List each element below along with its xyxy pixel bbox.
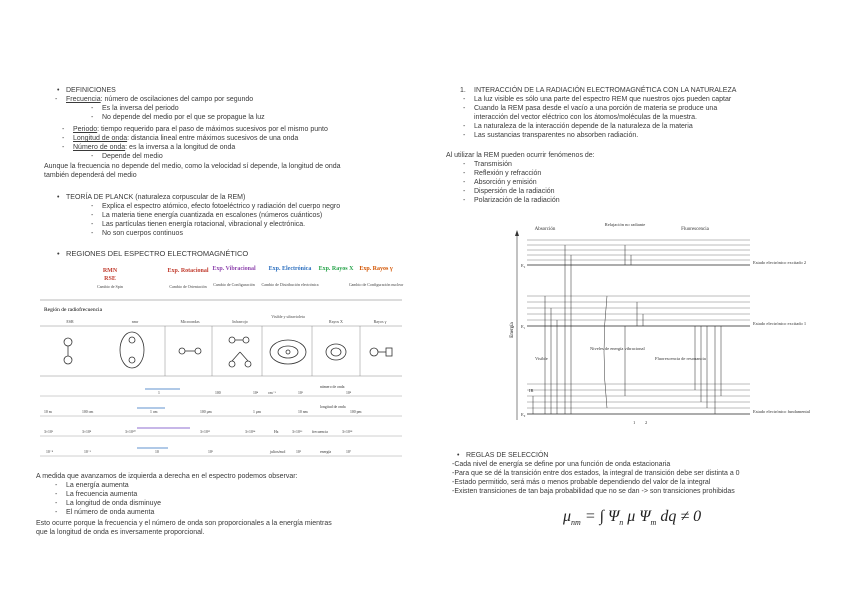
svg-text:10⁷: 10⁷ (346, 450, 352, 454)
label-e1: E₁ (521, 324, 526, 329)
svg-text:10⁴: 10⁴ (253, 391, 259, 395)
wavenumber-term: Número de onda (73, 144, 126, 151)
frequency-definition: : número de oscilaciones del campo por segundo (100, 96, 254, 103)
header-rse: RSE (104, 276, 116, 282)
phenomenon-1: - Transmisión (474, 161, 512, 170)
interaction-number: 1. (460, 87, 466, 94)
region-microwave: Microondas (180, 319, 200, 324)
header-xray: Exp. Rayos X (318, 266, 354, 272)
header-electronic: Exp. Electrónica (268, 266, 312, 272)
planck-item-2: - La materia tiene energía cuantizada en escalones (números cuánticos) (102, 212, 322, 221)
observation-2: - La frecuencia aumenta (66, 491, 137, 500)
interaction-item-3: - La naturaleza de la interacción depende de la naturaleza de la materia (474, 123, 693, 132)
transition-integral-equation: $\mu_{nm}$ = ∫ $\Psi_n$ μ $\Psi_m$ dq ≠ 0 (563, 508, 702, 528)
svg-text:3×10¹⁶: 3×10¹⁶ (292, 430, 303, 434)
label-resonance-fluorescence: Fluorescencia de resonancia (655, 356, 706, 361)
label-vibrational-levels: Niveles de energía vibracional (590, 346, 645, 351)
interaction-item-2b: interacción del vector eléctrico con los átomos/moléculas de la muestra. (474, 114, 697, 121)
svg-text:10 nm: 10 nm (298, 410, 308, 414)
definition-wavelength (73, 135, 298, 144)
svg-text:10: 10 (155, 450, 159, 454)
svg-text:3×10¹⁴: 3×10¹⁴ (245, 430, 256, 434)
svg-text:10⁶: 10⁶ (298, 391, 304, 395)
region-visible-uv: Visible y ultravioleta (271, 314, 305, 319)
svg-text:10³: 10³ (208, 450, 213, 454)
observation-3: - La longitud de onda disminuye (66, 500, 161, 509)
label-e2: E₂ (521, 263, 526, 268)
phenomenon-3: - Absorción y emisión (474, 179, 537, 188)
planck-item-4: - No son cuerpos continuos (102, 230, 183, 239)
svg-text:10⁵: 10⁵ (296, 450, 302, 454)
svg-text:3×10¹⁸: 3×10¹⁸ (342, 430, 353, 434)
rule-3: -Estado permitido, será más o menos probable dependiendo del valor de la integral (452, 479, 711, 486)
wavenumber-note: - Depende del medio (102, 153, 163, 162)
svg-text:100: 100 (215, 391, 221, 395)
svg-text:10⁻⁶: 10⁻⁶ (84, 450, 92, 454)
interaction-item-2a: - Cuando la REM pasa desde el vacío a una porción de materia se produce una (474, 105, 717, 114)
definition-period (73, 126, 328, 135)
planck-title: • TEORÍA DE PLANCK (naturaleza corpuscular de la REM) (66, 194, 245, 203)
frequency-term: Frecuencia (66, 96, 101, 103)
header-rotational: Exp. Rotacional (167, 268, 209, 274)
svg-text:longitud de onda: longitud de onda (320, 405, 346, 409)
header-vibrational-sub: Cambio de Configuración (213, 282, 255, 287)
svg-text:100 pm: 100 pm (350, 410, 362, 414)
medium-note-line-1: Aunque la frecuencia no depende del medio, como la velocidad sí depende, la longitud de onda (44, 163, 341, 170)
definition-frequency (66, 96, 253, 105)
wavenumber-definition: : es la inversa a la longitud de onda (125, 144, 236, 151)
svg-text:número de onda: número de onda (320, 385, 345, 389)
svg-text:energía: energía (320, 450, 332, 454)
region-xray: Rayos X (329, 319, 343, 324)
frequency-note-2: - No depende del medio por el que se propague la luz (102, 114, 265, 123)
observation-4: - El número de onda aumenta (66, 509, 154, 518)
conclusion-line-2: que la longitud de onda es inversamente proporcional. (36, 529, 205, 536)
svg-text:10⁻⁸: 10⁻⁸ (46, 450, 54, 454)
label-absorption: Absorción (534, 227, 556, 232)
svg-text:1 μm: 1 μm (253, 410, 261, 414)
label-e0: E₀ (521, 412, 526, 417)
phenomenon-5: - Polarización de la radiación (474, 197, 560, 206)
svg-text:1: 1 (158, 391, 160, 395)
interaction-item-4: - Las sustancias transparentes no absorben radiación. (474, 132, 638, 141)
rule-1: -Cada nivel de energía se define por una función de onda estacionaria (452, 461, 671, 468)
svg-text:3×10⁸: 3×10⁸ (82, 430, 92, 434)
svg-text:cm⁻¹: cm⁻¹ (268, 391, 276, 395)
label-e0-state: Estado electrónico fundamental (753, 409, 810, 414)
phenomenon-2: - Reflexión y refracción (474, 170, 541, 179)
energy-level-diagram (505, 220, 810, 428)
label-energy: Energía (510, 322, 515, 338)
svg-text:Hz: Hz (274, 430, 279, 434)
rule-2: -Para que se dé la transición entre dos estados, la integral de transición debe ser distinta a 0 (452, 470, 740, 477)
label-e2-state: Estado electrónico excitado 2 (753, 260, 807, 265)
header-rmn-sub: Cambio de Spin (97, 284, 123, 289)
header-rotational-sub: Cambio de Orientación (169, 284, 207, 289)
phenomenon-4: - Dispersión de la radiación (474, 188, 555, 197)
region-esr: ESR (66, 319, 74, 324)
definition-wavenumber (73, 144, 235, 153)
medium-note-line-2: también dependerá del medio (44, 172, 137, 179)
svg-text:100 cm: 100 cm (82, 410, 94, 414)
header-vibrational: Exp. Vibracional (212, 266, 256, 272)
label-e1-state: Estado electrónico excitado 1 (753, 321, 807, 326)
svg-text:julios/mol: julios/mol (270, 450, 286, 454)
frequency-note-1: - Es la inversa del periodo (102, 105, 179, 114)
region-title: Región de radiofrecuencia (44, 307, 103, 313)
svg-text:10⁸: 10⁸ (346, 391, 352, 395)
header-gamma: Exp. Rayos γ (359, 266, 393, 272)
wavelength-term: Longitud de onda (73, 135, 128, 142)
region-nmr: nmr (131, 319, 139, 324)
label-ir: IR (529, 388, 534, 393)
planck-item-1: - Explica el espectro atómico, efecto fotoeléctrico y radiación del cuerpo negro (102, 203, 340, 212)
svg-text:3×10¹²: 3×10¹² (200, 430, 211, 434)
label-relaxation: Relajación no radiante (604, 222, 646, 227)
svg-text:3×10⁶: 3×10⁶ (44, 430, 54, 434)
wavelength-definition: : distancia lineal entre máximos sucesivos de una onda (127, 135, 299, 142)
label-2: 2 (645, 420, 648, 425)
rules-title: • REGLAS DE SELECCIÓN (466, 452, 548, 461)
label-1: 1 (633, 420, 636, 425)
period-definition: : tiempo requerido para el paso de máximos sucesivos por el mismo punto (97, 126, 328, 133)
label-visible: Visible (535, 356, 548, 361)
observation-1: - La energía aumenta (66, 482, 129, 491)
interaction-item-1: - La luz visible es sólo una parte del espectro REM que nuestros ojos pueden captar (474, 96, 731, 105)
period-term: Periodo (73, 126, 98, 133)
definitions-title: • DEFINICIONES (66, 87, 116, 96)
region-infrared: Infrarrojo (232, 319, 248, 324)
planck-item-3: - Las partículas tienen energía rotacional, vibracional y electrónica. (102, 221, 305, 230)
interaction-title: INTERACCIÓN DE LA RADIACIÓN ELECTROMAGNÉTICA CON LA NATURALEZA (474, 87, 737, 94)
svg-text:frecuencia: frecuencia (312, 430, 328, 434)
conclusion-line-1: Esto ocurre porque la frecuencia y el número de onda son proporcionales a la energía mientras (36, 520, 332, 527)
spectrum-figure (40, 260, 402, 467)
regions-title: • REGIONES DEL ESPECTRO ELECTROMAGNÉTICO (66, 250, 248, 259)
svg-text:10 m: 10 m (44, 410, 52, 414)
region-gamma: Rayos γ (373, 319, 387, 324)
header-gamma-sub: Cambio de Configuración nuclear (348, 282, 404, 287)
header-rmn: RMN (102, 268, 118, 274)
observations-intro: A medida que avanzamos de izquierda a derecha en el espectro podemos observar: (36, 473, 298, 480)
svg-text:3×10¹⁰: 3×10¹⁰ (125, 430, 136, 434)
phenomena-intro: Al utilizar la REM pueden ocurrir fenómenos de: (446, 152, 595, 159)
rule-4: -Existen transiciones de tan baja probabilidad que no se dan -> son transiciones prohibidas (452, 488, 735, 495)
svg-text:100 μm: 100 μm (200, 410, 212, 414)
svg-text:1 cm: 1 cm (150, 410, 158, 414)
label-fluorescence: Fluorescencia (681, 227, 709, 232)
header-electronic-sub: Cambio de Distribución electrónica (261, 282, 319, 287)
